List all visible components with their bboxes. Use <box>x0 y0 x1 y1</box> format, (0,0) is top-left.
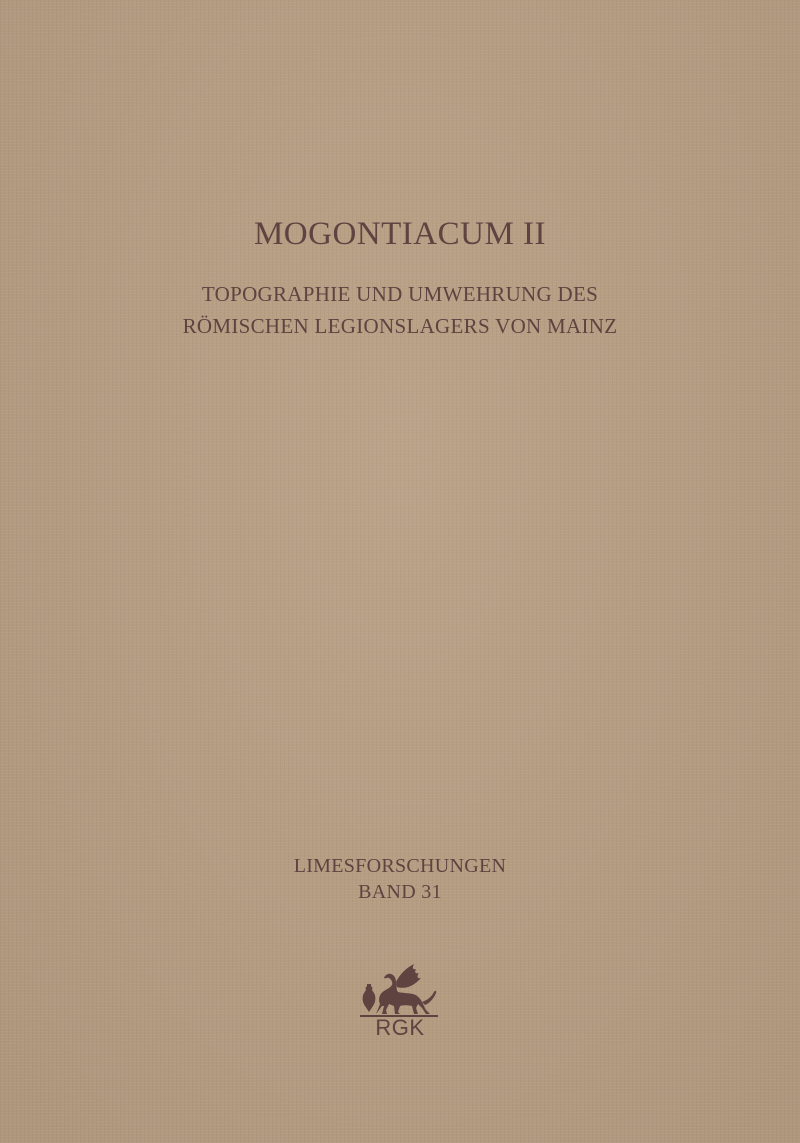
series-name: LIMESFORSCHUNGEN <box>293 855 507 877</box>
series-volume: BAND 31 <box>358 881 442 903</box>
griffin-with-amphora-icon <box>356 960 442 1018</box>
publisher-logo-text: RGK <box>375 1015 425 1040</box>
subtitle-line-2: RÖMISCHEN LEGIONSLAGERS VON MAINZ <box>182 314 618 338</box>
book-title: MOGONTIACUM II <box>253 216 547 252</box>
subtitle-line-1: TOPOGRAPHIE UND UMWEHRUNG DES <box>201 282 599 306</box>
